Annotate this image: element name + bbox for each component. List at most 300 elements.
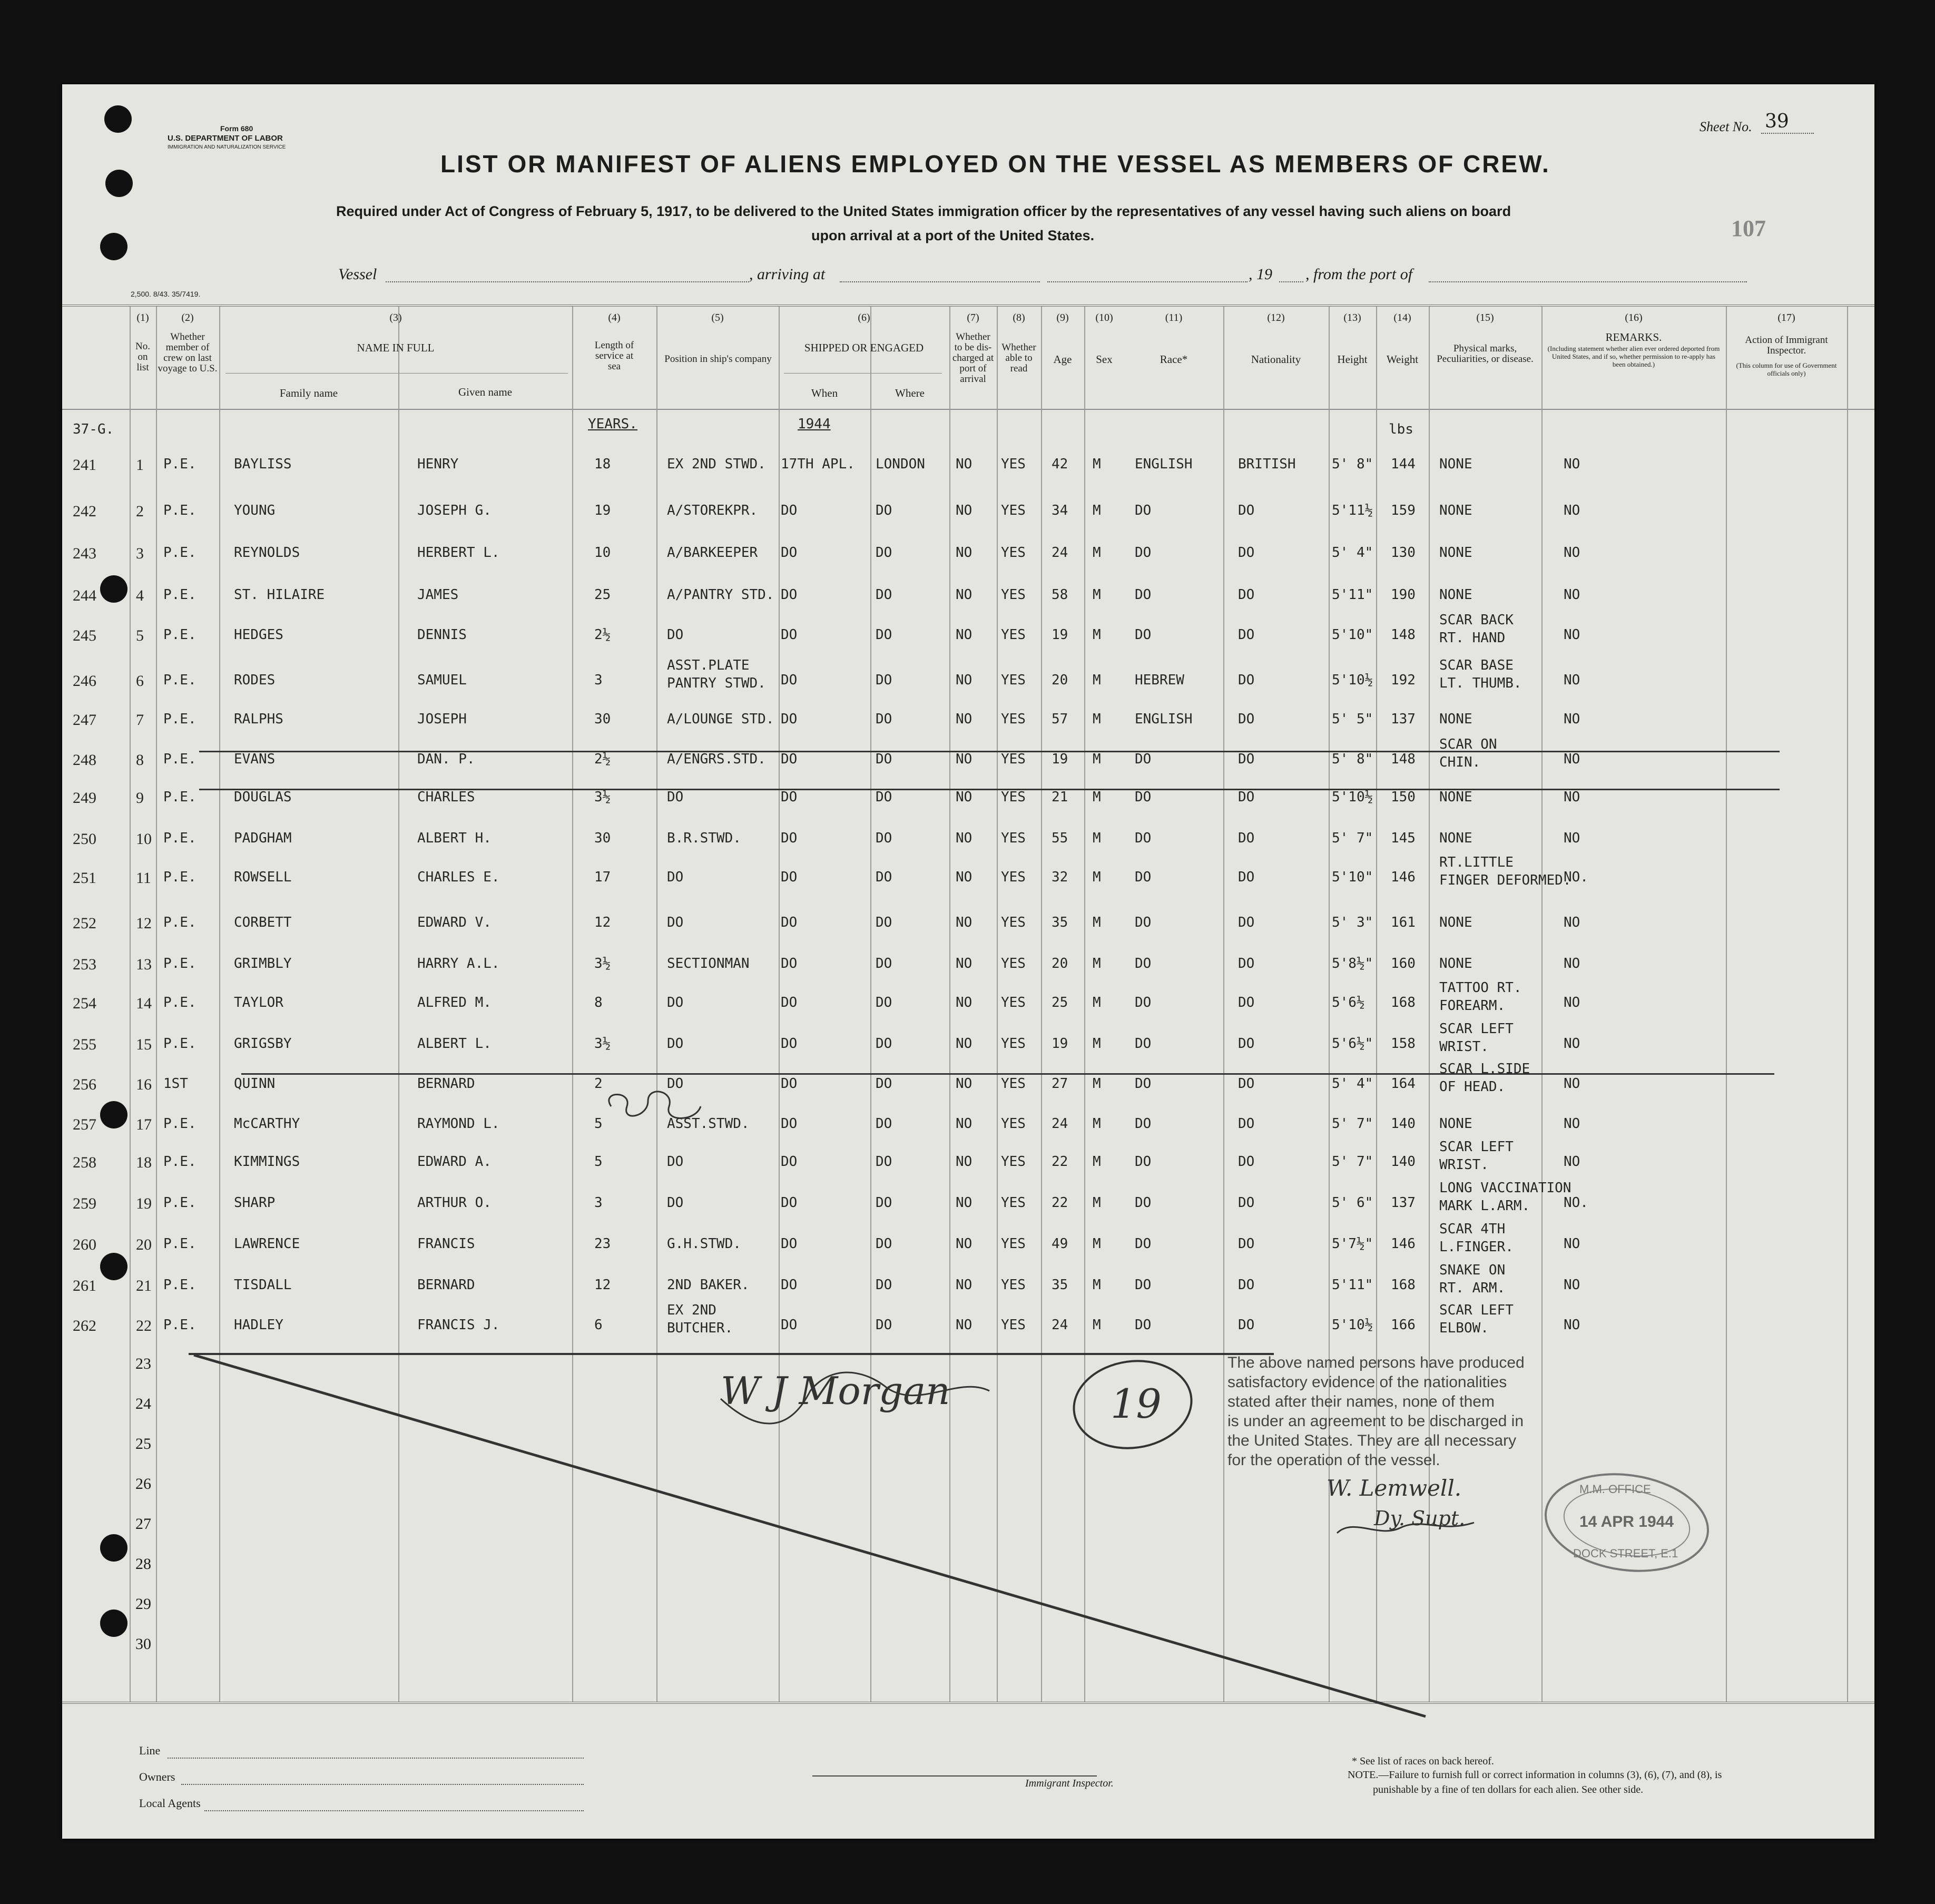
- shipped-when: DO: [781, 995, 798, 1010]
- race: ENGLISH: [1135, 456, 1193, 472]
- header-action-note: (This column for use of Government officials only): [1736, 361, 1837, 377]
- family-name: SHARP: [234, 1195, 276, 1211]
- race: DO: [1135, 830, 1152, 846]
- nationality: DO: [1238, 672, 1255, 688]
- header-remarks: REMARKS.: [1605, 331, 1662, 343]
- family-name: QUINN: [234, 1076, 276, 1092]
- able-to-read: YES: [1001, 915, 1026, 930]
- empty-line-number: 23: [135, 1355, 151, 1372]
- weight: 168: [1391, 995, 1416, 1010]
- physical-marks: SCAR 4TH L.FINGER.: [1439, 1221, 1514, 1255]
- position: DO: [667, 869, 684, 885]
- weight: 146: [1391, 1236, 1416, 1252]
- race: DO: [1135, 545, 1152, 561]
- shipped-when: DO: [781, 1036, 798, 1052]
- given-name: RAYMOND L.: [417, 1116, 500, 1132]
- crew-member-status: 1ST: [163, 1076, 188, 1092]
- age: 19: [1052, 1036, 1068, 1052]
- able-to-read: YES: [1001, 503, 1026, 518]
- position: A/STOREKPR.: [667, 503, 758, 518]
- weight: 146: [1391, 869, 1416, 885]
- discharge-status: NO: [956, 1116, 973, 1132]
- nationality: DO: [1238, 1036, 1255, 1052]
- race: DO: [1135, 1036, 1152, 1052]
- sex: M: [1093, 545, 1101, 561]
- given-name: ALBERT L.: [417, 1036, 492, 1052]
- statement-line: The above named persons have produced: [1227, 1354, 1525, 1371]
- line-field[interactable]: [168, 1758, 584, 1759]
- family-name: ST. HILAIRE: [234, 587, 325, 603]
- discharge-status: NO: [956, 1076, 973, 1092]
- col-num: (5): [711, 312, 724, 323]
- office-stamp-date: 14 APR 1944: [1579, 1513, 1674, 1530]
- family-name: GRIMBLY: [234, 956, 292, 971]
- position: DO: [667, 1154, 684, 1170]
- nationality: DO: [1238, 1236, 1255, 1252]
- height: 5'8½": [1332, 956, 1373, 971]
- race: DO: [1135, 503, 1152, 518]
- header-sex: Sex: [1096, 353, 1113, 366]
- shipped-where: DO: [876, 751, 892, 767]
- row-number: 9: [136, 789, 144, 807]
- nationality: DO: [1238, 956, 1255, 971]
- able-to-read: YES: [1001, 587, 1026, 603]
- row-reference: 252: [73, 915, 96, 932]
- height: 5' 7": [1332, 1154, 1373, 1170]
- weight: 190: [1391, 587, 1416, 603]
- given-name: JAMES: [417, 587, 459, 603]
- discharge-status: NO: [956, 830, 973, 846]
- remarks: NO: [1564, 956, 1580, 971]
- position: DO: [667, 1036, 684, 1052]
- col-num: (10): [1095, 312, 1113, 323]
- owners-field[interactable]: [181, 1784, 584, 1785]
- row-reference: 256: [73, 1076, 96, 1093]
- length-of-service: 5: [594, 1154, 603, 1170]
- owners-label: Owners: [139, 1770, 175, 1783]
- able-to-read: YES: [1001, 672, 1026, 688]
- physical-marks: NONE: [1439, 915, 1472, 930]
- crew-member-status: P.E.: [163, 1036, 197, 1052]
- shipped-when: DO: [781, 1195, 798, 1211]
- header-where: Where: [895, 387, 925, 399]
- length-of-service: 25: [594, 587, 611, 603]
- discharge-status: NO: [956, 995, 973, 1010]
- race: DO: [1135, 995, 1152, 1010]
- crew-member-status: P.E.: [163, 995, 197, 1010]
- remarks: NO: [1564, 503, 1580, 518]
- local-agents-field[interactable]: [204, 1810, 584, 1811]
- family-name: HEDGES: [234, 627, 283, 643]
- crew-member-status: P.E.: [163, 711, 197, 727]
- age: 19: [1052, 751, 1068, 767]
- height: 5' 4": [1332, 545, 1373, 561]
- sex: M: [1093, 672, 1101, 688]
- row-reference: 244: [73, 587, 96, 604]
- weight: 148: [1391, 627, 1416, 643]
- row-reference: 261: [73, 1277, 96, 1294]
- height: 5'11": [1332, 587, 1373, 603]
- col-num: (6): [858, 312, 870, 323]
- row-reference: 250: [73, 830, 96, 848]
- crew-member-status: P.E.: [163, 751, 197, 767]
- discharge-status: NO: [956, 1236, 973, 1252]
- able-to-read: YES: [1001, 1154, 1026, 1170]
- height: 5'10": [1332, 627, 1373, 643]
- row-number: 22: [136, 1317, 152, 1334]
- shipped-where: DO: [876, 545, 892, 561]
- discharge-status: NO: [956, 869, 973, 885]
- physical-marks: NONE: [1439, 830, 1472, 846]
- race: DO: [1135, 789, 1152, 805]
- given-name: FRANCIS J.: [417, 1317, 500, 1333]
- service-name: IMMIGRATION AND NATURALIZATION SERVICE: [168, 144, 286, 150]
- position: B.R.STWD.: [667, 830, 741, 846]
- given-name: EDWARD V.: [417, 915, 492, 930]
- able-to-read: YES: [1001, 627, 1026, 643]
- physical-marks: TATTOO RT. FOREARM.: [1439, 980, 1522, 1014]
- form-number: Form 680: [220, 124, 253, 133]
- given-name: JOSEPH G.: [417, 503, 492, 518]
- row-reference: 258: [73, 1154, 96, 1171]
- shipped-when: DO: [781, 1116, 798, 1132]
- remarks: NO: [1564, 1154, 1580, 1170]
- sex: M: [1093, 1076, 1101, 1092]
- weight: 144: [1391, 456, 1416, 472]
- remarks: NO: [1564, 1236, 1580, 1252]
- length-of-service: 30: [594, 711, 611, 727]
- row-number: 4: [136, 587, 144, 604]
- age: 24: [1052, 1116, 1068, 1132]
- discharge-status: NO: [956, 915, 973, 930]
- header-when: When: [811, 387, 838, 399]
- length-of-service: 8: [594, 995, 603, 1010]
- year-label: , 19: [1249, 266, 1272, 283]
- height: 5' 3": [1332, 915, 1373, 930]
- nationality: DO: [1238, 503, 1255, 518]
- row-reference: 243: [73, 545, 96, 562]
- shipped-where: DO: [876, 869, 892, 885]
- races-footnote: * See list of races on back hereof.: [1352, 1755, 1494, 1767]
- row-number: 7: [136, 711, 144, 729]
- header-able-to-read: Whether able to read: [1001, 342, 1036, 374]
- header-remarks-note: (Including statement whether alien ever ordered deported from United States, and if so, whether permission to re-apply has been obtained.): [1547, 345, 1720, 368]
- row-number: 14: [136, 995, 152, 1012]
- weight: 137: [1391, 711, 1416, 727]
- able-to-read: YES: [1001, 545, 1026, 561]
- position: SECTIONMAN: [667, 956, 750, 971]
- sex: M: [1093, 1154, 1101, 1170]
- sheet-label: Sheet No.: [1700, 119, 1752, 134]
- nationality: DO: [1238, 751, 1255, 767]
- crew-member-status: P.E.: [163, 545, 197, 561]
- race: DO: [1135, 1277, 1152, 1293]
- sex: M: [1093, 711, 1101, 727]
- physical-marks: NONE: [1439, 789, 1472, 805]
- row-reference: 257: [73, 1116, 96, 1133]
- row-reference: 253: [73, 956, 96, 973]
- race: DO: [1135, 751, 1152, 767]
- race: DO: [1135, 956, 1152, 971]
- header-height: Height: [1337, 353, 1368, 366]
- shipped-when: DO: [781, 751, 798, 767]
- col-num: (3): [389, 312, 402, 323]
- position: A/BARKEEPER: [667, 545, 758, 561]
- row-reference: 255: [73, 1036, 96, 1053]
- weight: 140: [1391, 1154, 1416, 1170]
- shipped-when: DO: [781, 1317, 798, 1333]
- statement-line: the United States. They are all necessary: [1227, 1432, 1517, 1449]
- sex: M: [1093, 789, 1101, 805]
- discharge-status: NO: [956, 503, 973, 518]
- position: ASST.PLATE PANTRY STWD.: [667, 657, 766, 691]
- position: DO: [667, 995, 684, 1010]
- height: 5' 8": [1332, 751, 1373, 767]
- col-num: (16): [1625, 312, 1643, 323]
- shipped-when: DO: [781, 503, 798, 518]
- family-name: CORBETT: [234, 915, 292, 930]
- header-weight: Weight: [1386, 353, 1419, 366]
- sex: M: [1093, 995, 1101, 1010]
- office-stamp-bottom: DOCK STREET, E.1: [1573, 1547, 1678, 1560]
- row-number: 6: [136, 672, 144, 690]
- discharge-status: NO: [956, 672, 973, 688]
- able-to-read: YES: [1001, 1317, 1026, 1333]
- discharge-status: NO: [956, 545, 973, 561]
- age: 24: [1052, 1317, 1068, 1333]
- race: HEBREW: [1135, 672, 1184, 688]
- crew-member-status: P.E.: [163, 672, 197, 688]
- header-family-name: Family name: [279, 387, 338, 399]
- shipped-when: DO: [781, 830, 798, 846]
- physical-marks: NONE: [1439, 545, 1472, 561]
- height: 5'11": [1332, 1277, 1373, 1293]
- row-number: 11: [136, 869, 151, 887]
- row-reference: 248: [73, 751, 96, 769]
- empty-line-number: 24: [135, 1395, 151, 1412]
- given-name: BERNARD: [417, 1277, 475, 1293]
- header-given-name: Given name: [458, 386, 513, 398]
- age: 27: [1052, 1076, 1068, 1092]
- row-number: 8: [136, 751, 144, 769]
- family-name: EVANS: [234, 751, 276, 767]
- shipped-where: DO: [876, 711, 892, 727]
- col-num: (13): [1343, 312, 1361, 323]
- position: DO: [667, 1195, 684, 1211]
- header-length-service: Length of service at sea: [594, 340, 634, 372]
- header-nationality: Nationality: [1251, 353, 1301, 366]
- shipped-where: DO: [876, 956, 892, 971]
- age: 34: [1052, 503, 1068, 518]
- length-of-service: 6: [594, 1317, 603, 1333]
- shipped-where: DO: [876, 915, 892, 930]
- immigrant-inspector-label: Immigrant Inspector.: [1025, 1778, 1114, 1789]
- header-action: Action of Immigrant Inspector.: [1745, 335, 1828, 356]
- shipped-when: DO: [781, 587, 798, 603]
- remarks: NO: [1564, 672, 1580, 688]
- sex: M: [1093, 627, 1101, 643]
- position: A/LOUNGE STD.: [667, 711, 774, 727]
- crew-member-status: P.E.: [163, 789, 197, 805]
- sex: M: [1093, 956, 1101, 971]
- family-name: YOUNG: [234, 503, 276, 518]
- arriving-label: , arriving at: [749, 266, 826, 283]
- sex: M: [1093, 456, 1101, 472]
- officer-title: Dy. Supt.: [1374, 1507, 1466, 1530]
- given-name: DENNIS: [417, 627, 467, 643]
- inspector-signature: W J Morgan: [721, 1369, 950, 1413]
- shipped-where: DO: [876, 1236, 892, 1252]
- age: 22: [1052, 1195, 1068, 1211]
- remarks: NO.: [1564, 1195, 1588, 1211]
- shipped-when: DO: [781, 545, 798, 561]
- able-to-read: YES: [1001, 789, 1026, 805]
- family-name: KIMMINGS: [234, 1154, 300, 1170]
- year-unit: 1944: [798, 416, 831, 432]
- header-whether-member: Whether member of crew on last voyage to U.S.: [158, 331, 218, 374]
- statement-line: for the operation of the vessel.: [1227, 1451, 1440, 1469]
- able-to-read: YES: [1001, 956, 1026, 971]
- age: 42: [1052, 456, 1068, 472]
- family-name: TISDALL: [234, 1277, 292, 1293]
- shipped-where: DO: [876, 1154, 892, 1170]
- sex: M: [1093, 869, 1101, 885]
- race: DO: [1135, 1317, 1152, 1333]
- weight: 148: [1391, 751, 1416, 767]
- age: 55: [1052, 830, 1068, 846]
- header-physical-marks: Physical marks, Peculiarities, or disease.: [1437, 343, 1534, 365]
- shipped-when: DO: [781, 789, 798, 805]
- family-name: RALPHS: [234, 711, 283, 727]
- shipped-where: DO: [876, 995, 892, 1010]
- manifest-sheet: [62, 84, 1874, 1839]
- physical-marks: NONE: [1439, 956, 1472, 971]
- length-of-service: 12: [594, 915, 611, 930]
- given-name: HERBERT L.: [417, 545, 500, 561]
- crew-member-status: P.E.: [163, 587, 197, 603]
- physical-marks: NONE: [1439, 456, 1472, 472]
- row-number: 1: [136, 456, 144, 474]
- age: 21: [1052, 789, 1068, 805]
- physical-marks: SCAR BASE LT. THUMB.: [1439, 657, 1522, 691]
- length-of-service: 30: [594, 830, 611, 846]
- physical-marks: SCAR LEFT WRIST.: [1439, 1021, 1514, 1055]
- sex: M: [1093, 1236, 1101, 1252]
- length-of-service: 2: [594, 1076, 603, 1092]
- family-name: TAYLOR: [234, 995, 283, 1010]
- race: ENGLISH: [1135, 711, 1193, 727]
- physical-marks: SNAKE ON RT. ARM.: [1439, 1262, 1506, 1296]
- row-number: 10: [136, 830, 152, 848]
- age: 24: [1052, 545, 1068, 561]
- empty-line-number: 25: [135, 1435, 151, 1452]
- remarks: NO: [1564, 456, 1580, 472]
- col-num: (9): [1056, 312, 1069, 323]
- age: 22: [1052, 1154, 1068, 1170]
- given-name: JOSEPH: [417, 711, 467, 727]
- weight: 130: [1391, 545, 1416, 561]
- able-to-read: YES: [1001, 711, 1026, 727]
- given-name: CHARLES: [417, 789, 475, 805]
- remarks: NO.: [1564, 869, 1588, 885]
- physical-marks: SCAR ON CHIN.: [1439, 737, 1497, 770]
- remarks: NO: [1564, 1116, 1580, 1132]
- col-num: (1): [136, 312, 149, 323]
- empty-line-number: 29: [135, 1595, 151, 1613]
- sex: M: [1093, 503, 1101, 518]
- crew-member-status: P.E.: [163, 1317, 197, 1333]
- length-of-service: 3½: [594, 1036, 611, 1052]
- nationality: DO: [1238, 1317, 1255, 1333]
- print-code: 2,500. 8/43. 35/7419.: [131, 290, 201, 298]
- height: 5'6½: [1332, 995, 1365, 1010]
- age: 58: [1052, 587, 1068, 603]
- position: DO: [667, 627, 684, 643]
- statement-line: satisfactory evidence of the nationalities: [1227, 1373, 1507, 1391]
- cancel-diagonal: [62, 84, 1874, 1839]
- race: DO: [1135, 1076, 1152, 1092]
- length-of-service: 3: [594, 1195, 603, 1211]
- header-age: Age: [1053, 353, 1072, 366]
- row-reference: 242: [73, 503, 96, 520]
- given-name: BERNARD: [417, 1076, 475, 1092]
- penalty-note-2: punishable by a fine of ten dollars for each alien. See other side.: [1373, 1784, 1644, 1795]
- col-num: (2): [181, 312, 194, 323]
- physical-marks: NONE: [1439, 587, 1472, 603]
- position: 2ND BAKER.: [667, 1277, 750, 1293]
- family-name: GRIGSBY: [234, 1036, 292, 1052]
- col-num: (11): [1165, 312, 1183, 323]
- shipped-where: DO: [876, 587, 892, 603]
- shipped-where: LONDON: [876, 456, 925, 472]
- remarks: NO: [1564, 830, 1580, 846]
- shipped-when: DO: [781, 627, 798, 643]
- weight: 158: [1391, 1036, 1416, 1052]
- nationality: DO: [1238, 1195, 1255, 1211]
- length-of-service: 2½: [594, 627, 611, 643]
- position: EX 2ND STWD.: [667, 456, 766, 472]
- crew-member-status: P.E.: [163, 1277, 197, 1293]
- race: DO: [1135, 869, 1152, 885]
- sex: M: [1093, 830, 1101, 846]
- row-number: 16: [136, 1076, 152, 1093]
- length-of-service: 17: [594, 869, 611, 885]
- col-num: (17): [1777, 312, 1795, 323]
- able-to-read: YES: [1001, 1116, 1026, 1132]
- physical-marks: SCAR LEFT ELBOW.: [1439, 1302, 1514, 1336]
- header-name-in-full: NAME IN FULL: [357, 341, 435, 354]
- row-number: 13: [136, 956, 152, 973]
- position: ASST.STWD.: [667, 1116, 750, 1132]
- col-num: (12): [1267, 312, 1285, 323]
- weight: 192: [1391, 672, 1416, 688]
- crew-member-status: P.E.: [163, 1116, 197, 1132]
- empty-line-number: 26: [135, 1475, 151, 1493]
- physical-marks: RT.LITTLE FINGER DEFORMED.: [1439, 855, 1571, 888]
- length-of-service: 3½: [594, 789, 611, 805]
- shipped-when: DO: [781, 1154, 798, 1170]
- list-reference: 37-G.: [73, 421, 114, 437]
- header-discharged: Whether to be dis-charged at port of arrival: [952, 331, 994, 385]
- physical-marks: SCAR LEFT WRIST.: [1439, 1139, 1514, 1173]
- given-name: ALFRED M.: [417, 995, 492, 1010]
- able-to-read: YES: [1001, 1236, 1026, 1252]
- race: DO: [1135, 1116, 1152, 1132]
- col-num: (4): [608, 312, 621, 323]
- able-to-read: YES: [1001, 995, 1026, 1010]
- family-name: HADLEY: [234, 1317, 283, 1333]
- row-reference: 259: [73, 1195, 96, 1212]
